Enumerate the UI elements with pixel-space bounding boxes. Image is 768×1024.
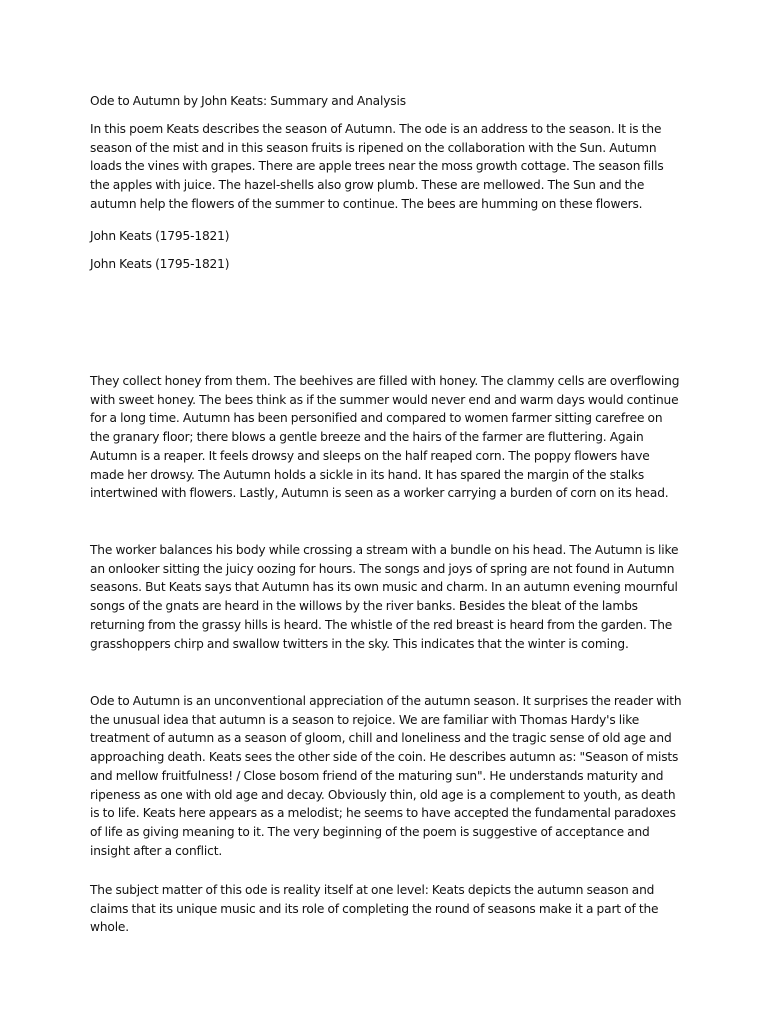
- paragraph-intro: In this poem Keats describes the season of Autumn. The ode is an address to the season. It is the season of the mist and in this season fruits is ripened on the collaboration with the Sun. Autumn loads the vines with grapes. There are apple trees near the moss growth cottage. The season fills the apples with juice. The hazel-shells also grow plumb. These are mellowed. The Sun and the autumn help the flowers of the summer to continue. The bees are humming on these flowers.: [90, 122, 664, 211]
- paragraph-appreciation: Ode to Autumn is an unconventional appreciation of the autumn season. It surprises the reader with the unusual idea that autumn is a season to rejoice. We are familiar with Thomas Hardy's like treatment of autumn as a season of gloom, chill and loneliness and the tragic sense of old age and approaching death. Keats sees the other side of the coin. He describes autumn as: "Season of mists and mellow fruitfulness! / Close bosom friend of the maturing sun". He understands maturity and ripeness as one with old age and decay. Obviously thin, old age is a complement to youth, as death is to life. Keats here appears as a melodist; he seems to have accepted the fundamental paradoxes of life as giving meaning to it. The very beginning of the poem is suggestive of acceptance and insight after a conflict.: [90, 694, 682, 858]
- paragraph-subject-matter: The subject matter of this ode is reality itself at one level: Keats depicts the autumn season and claims that its unique music and its role of completing the round of seasons make it a part of the whole.: [90, 883, 659, 935]
- image-caption: John Keats (1795-1821): [90, 229, 230, 243]
- document-title: Ode to Autumn by John Keats: Summary and Analysis: [90, 94, 406, 108]
- paragraph-worker: The worker balances his body while crossing a stream with a bundle on his head. The Autumn is like an onlooker sitting the juicy oozing for hours. The songs and joys of spring are not found in Autumn seasons. But Keats says that Autumn has its own music and charm. In an autumn evening mournful songs of the gnats are heard in the willows by the river banks. Besides the bleat of the lambs returning from the grassy hills is heard. The whistle of the red breast is heard from the garden. The grasshoppers chirp and swallow twitters in the sky. This indicates that the winter is coming.: [90, 543, 679, 651]
- image-caption: John Keats (1795-1821): [90, 257, 230, 271]
- paragraph-honey: They collect honey from them. The beehives are filled with honey. The clammy cells are overflowing with sweet honey. The bees think as if the summer would never end and warm days would continue for a long time. Autumn has been personified and compared to women farmer sitting carefree on the granary floor; there blows a gentle breeze and the hairs of the farmer are fluttering. Again Autumn is a reaper. It feels drowsy and sleeps on the half reaped corn. The poppy flowers have made her drowsy. The Autumn holds a sickle in its hand. It has spared the margin of the stalks intertwined with flowers. Lastly, Autumn is seen as a worker carrying a burden of corn on its head.: [90, 374, 680, 501]
